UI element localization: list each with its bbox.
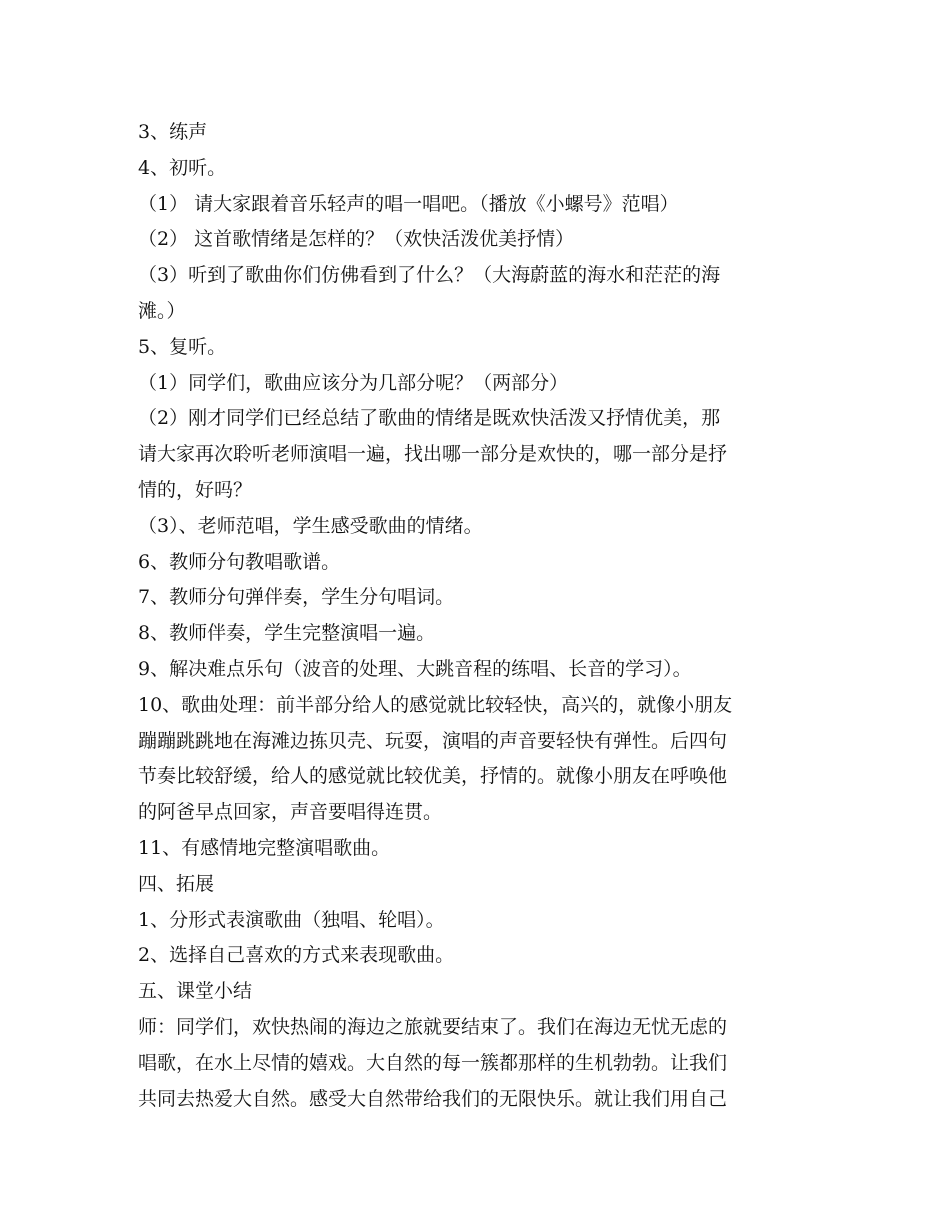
text-line-summary-b: 唱歌，在水上尽情的嬉戏。大自然的每一簇都那样的生机勃勃。让我们 [138,1051,728,1074]
text-line-step-6: 6、教师分句教唱歌谱。 [138,550,341,573]
text-line-step-8: 8、教师伴奏，学生完整演唱一遍。 [138,622,436,645]
text-line-step-10-cont-a: 蹦蹦跳跳地在海滩边拣贝壳、玩耍，演唱的声音要轻快有弹性。后四句 [138,729,728,752]
text-line-summary-a: 师：同学们，欢快热闹的海边之旅就要结束了。我们在海边无忧无虑的 [138,1015,728,1038]
text-line-summary-c: 共同去热爱大自然。感受大自然带给我们的无限快乐。就让我们用自己 [138,1087,728,1110]
text-line-extension-1: 1、分形式表演歌曲（独唱、轮唱）。 [138,908,445,931]
text-line-relisten-1: （1）同学们，歌曲应该分为几部分呢？（两部分） [138,371,569,394]
text-line-practice-voice: 3、练声 [138,121,208,143]
text-line-step-10-cont-b: 节奏比较舒缓，给人的感觉就比较优美，抒情的。就像小朋友在呼唤他 [138,765,728,788]
section-heading-extension: 四、拓展 [138,872,215,895]
text-line-first-listen-1: （1） 请大家跟着音乐轻声的唱一唱吧。（播放《小螺号》范唱） [138,192,679,215]
text-line-step-11: 11、有感情地完整演唱歌曲。 [138,836,391,859]
text-line-step-10-cont-c: 的阿爸早点回家，声音要唱得连贯。 [138,801,443,824]
text-line-relisten-2-cont-b: 情的，好吗？ [138,478,253,501]
text-line-first-listen-3-cont: 滩。） [138,299,186,322]
section-heading-summary: 五、课堂小结 [138,980,253,1003]
text-line-extension-2: 2、选择自己喜欢的方式来表现歌曲。 [138,944,455,967]
text-line-step-10: 10、歌曲处理：前半部分给人的感觉就比较轻快，高兴的，就像小朋友 [138,693,733,716]
text-line-first-listen-2: （2） 这首歌情绪是怎样的？（欢快活泼优美抒情） [138,228,575,251]
text-line-first-listen: 4、初听。 [138,156,227,179]
text-line-relisten-2-cont-a: 请大家再次聆听老师演唱一遍，找出哪一部分是欢快的，哪一部分是抒 [138,443,728,466]
text-line-step-9: 9、解决难点乐句（波音的处理、大跳音程的练唱、长音的学习）。 [138,657,692,680]
document-body [138,115,818,1117]
text-line-first-listen-3: （3）听到了歌曲你们仿佛看到了什么？（大海蔚蓝的海水和茫茫的海 [138,264,721,287]
text-line-relisten-2: （2）刚才同学们已经总结了歌曲的情绪是既欢快活泼又抒情优美，那 [138,407,721,430]
text-line-relisten: 5、复听。 [138,335,227,358]
text-line-relisten-3: （3）、老师范唱，学生感受歌曲的情绪。 [138,514,483,537]
text-line-step-7: 7、教师分句弹伴奏，学生分句唱词。 [138,586,455,609]
